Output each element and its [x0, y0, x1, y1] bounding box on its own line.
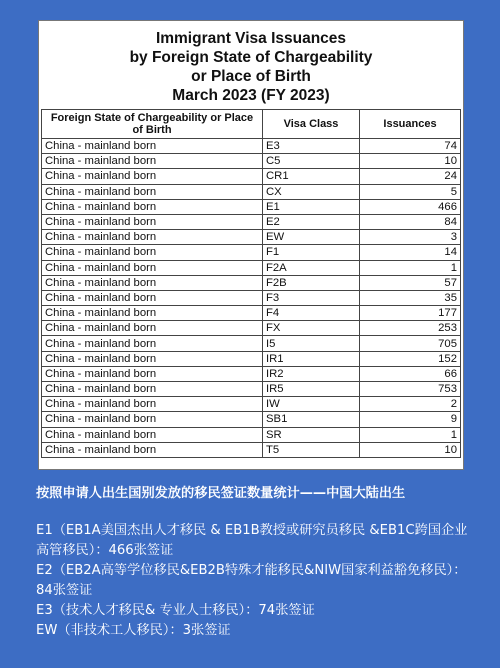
table-row [42, 306, 461, 321]
table-row [42, 154, 461, 169]
cell-issuances: 24 [360, 169, 461, 184]
cell-issuances: 1 [360, 427, 461, 442]
cell-visa-class: EW [263, 230, 360, 245]
table-row [42, 427, 461, 442]
table-row [42, 336, 461, 351]
cell-issuances: 66 [360, 366, 461, 381]
cell-state: China - mainland born [42, 230, 263, 245]
cell-state: China - mainland born [42, 366, 263, 381]
cell-visa-class: C5 [263, 154, 360, 169]
chinese-caption: 按照申请人出生国别发放的移民签证数量统计——中国大陆出生 [36, 486, 406, 501]
cell-state: China - mainland born [42, 275, 263, 290]
cell-state: China - mainland born [42, 139, 263, 154]
cell-state: China - mainland born [42, 260, 263, 275]
cell-state: China - mainland born [42, 382, 263, 397]
cell-issuances: 5 [360, 184, 461, 199]
table-row [42, 169, 461, 184]
cell-visa-class: E1 [263, 199, 360, 214]
cell-visa-class: CX [263, 184, 360, 199]
cell-issuances: 705 [360, 336, 461, 351]
cell-state: China - mainland born [42, 397, 263, 412]
table-row [42, 275, 461, 290]
cell-visa-class: CR1 [263, 169, 360, 184]
table-row [42, 184, 461, 199]
cell-state: China - mainland born [42, 214, 263, 229]
table-row [42, 199, 461, 214]
table-row [42, 230, 461, 245]
table-row [42, 442, 461, 457]
cell-visa-class: IR5 [263, 382, 360, 397]
table-row [42, 351, 461, 366]
cell-visa-class: F3 [263, 290, 360, 305]
table-row [42, 290, 461, 305]
table-row [42, 139, 461, 154]
cell-state: China - mainland born [42, 245, 263, 260]
cell-visa-class: I5 [263, 336, 360, 351]
cell-state: China - mainland born [42, 427, 263, 442]
cell-visa-class: IR1 [263, 351, 360, 366]
cell-visa-class: SR [263, 427, 360, 442]
cell-issuances: 753 [360, 382, 461, 397]
note-e3: E3（技术人才移民& 专业人士移民）：74张签证 [36, 603, 315, 618]
cell-issuances: 14 [360, 245, 461, 260]
cell-state: China - mainland born [42, 412, 263, 427]
header-issuances: Issuances [360, 110, 461, 139]
title-line-3: or Place of Birth [191, 68, 311, 85]
cell-issuances: 10 [360, 442, 461, 457]
cell-issuances: 466 [360, 199, 461, 214]
table-row [42, 412, 461, 427]
note-e1: E1（EB1A美国杰出人才移民 & EB1B教授或研究员移民 &EB1C跨国企业高管移民）：466张签证 [36, 523, 468, 558]
cell-visa-class: F1 [263, 245, 360, 260]
cell-issuances: 3 [360, 230, 461, 245]
cell-visa-class: E3 [263, 139, 360, 154]
cell-issuances: 1 [360, 260, 461, 275]
note-ew: EW（非技术工人移民）：3张签证 [36, 623, 231, 638]
cell-visa-class: F2A [263, 260, 360, 275]
cell-visa-class: SB1 [263, 412, 360, 427]
table-row [42, 382, 461, 397]
cell-state: China - mainland born [42, 442, 263, 457]
header-state: Foreign State of Chargeability or Place of Birth [42, 110, 263, 139]
cell-state: China - mainland born [42, 336, 263, 351]
cell-issuances: 177 [360, 306, 461, 321]
title-line-1: Immigrant Visa Issuances [155, 30, 347, 47]
cell-issuances: 152 [360, 351, 461, 366]
cell-issuances: 84 [360, 214, 461, 229]
cell-visa-class: IW [263, 397, 360, 412]
header-visa-class: Visa Class [263, 110, 360, 139]
cell-issuances: 57 [360, 275, 461, 290]
cell-issuances: 35 [360, 290, 461, 305]
note-e2: E2（EB2A高等学位移民&EB2B特殊才能移民&NIW国家利益豁免移民）：84张签证 [36, 563, 467, 598]
table-body [42, 139, 461, 458]
cell-state: China - mainland born [42, 169, 263, 184]
cell-issuances: 253 [360, 321, 461, 336]
cell-state: China - mainland born [42, 199, 263, 214]
visa-notes [36, 521, 476, 641]
cell-visa-class: F4 [263, 306, 360, 321]
cell-visa-class: F2B [263, 275, 360, 290]
cell-state: China - mainland born [42, 184, 263, 199]
cell-issuances: 10 [360, 154, 461, 169]
table-row [42, 321, 461, 336]
issuance-table [41, 109, 461, 458]
cell-issuances: 2 [360, 397, 461, 412]
table-row [42, 214, 461, 229]
cell-visa-class: E2 [263, 214, 360, 229]
cell-issuances: 74 [360, 139, 461, 154]
visa-report-document [38, 20, 464, 470]
table-row [42, 397, 461, 412]
cell-state: China - mainland born [42, 321, 263, 336]
cell-state: China - mainland born [42, 351, 263, 366]
cell-visa-class: FX [263, 321, 360, 336]
cell-visa-class: IR2 [263, 366, 360, 381]
cell-issuances: 9 [360, 412, 461, 427]
cell-state: China - mainland born [42, 290, 263, 305]
title-line-4: March 2023 (FY 2023) [172, 87, 330, 104]
table-row [42, 366, 461, 381]
report-title [39, 21, 463, 109]
title-line-2: by Foreign State of Chargeability [129, 49, 373, 66]
cell-visa-class: T5 [263, 442, 360, 457]
table-row [42, 260, 461, 275]
table-row [42, 245, 461, 260]
cell-state: China - mainland born [42, 154, 263, 169]
cell-state: China - mainland born [42, 306, 263, 321]
table-header-row [42, 110, 461, 139]
